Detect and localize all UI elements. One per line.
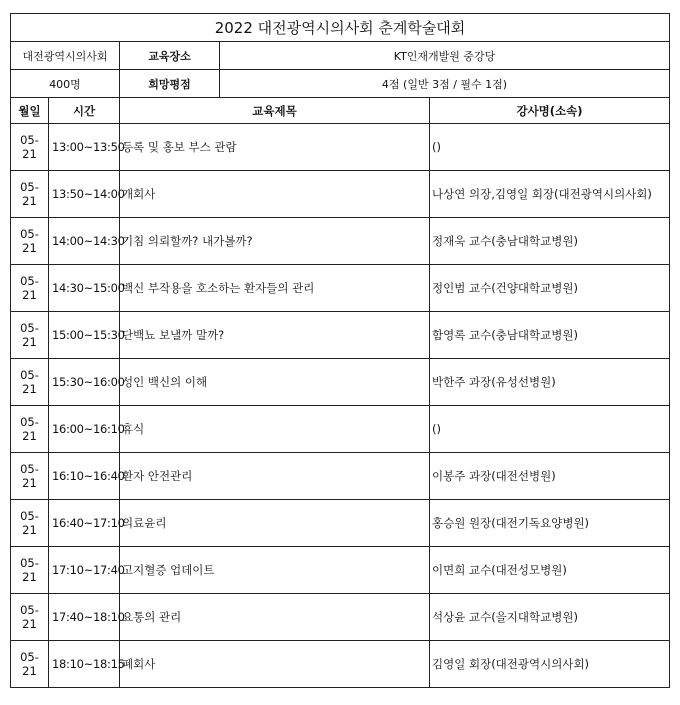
header-date: 월일 xyxy=(11,98,49,124)
session-time: 15:00~15:30 xyxy=(49,312,120,359)
session-topic: 의료윤리 xyxy=(120,500,430,547)
session-date: 05-21 xyxy=(11,453,49,500)
session-speaker: 박한주 과장(유성선병원) xyxy=(430,359,670,406)
session-time: 18:10~18:15 xyxy=(49,641,120,688)
session-time: 13:00~13:50 xyxy=(49,124,120,171)
table-row xyxy=(11,124,670,171)
session-topic: 개회사 xyxy=(120,171,430,218)
capacity-value: 400명 xyxy=(11,70,120,98)
table-row xyxy=(11,453,670,500)
table-row xyxy=(11,641,670,688)
session-time: 14:30~15:00 xyxy=(49,265,120,312)
organizer-value: 대전광역시의사회 xyxy=(11,42,120,70)
info-row-venue xyxy=(11,42,670,70)
table-row xyxy=(11,171,670,218)
session-date: 05-21 xyxy=(11,547,49,594)
venue-label: 교육장소 xyxy=(120,42,220,70)
session-speaker: 이면희 교수(대전성모병원) xyxy=(430,547,670,594)
title-row xyxy=(11,14,670,42)
session-date: 05-21 xyxy=(11,171,49,218)
session-time: 13:50~14:00 xyxy=(49,171,120,218)
venue-value: KT인재개발원 중강당 xyxy=(220,42,670,70)
page-title: 2022 대전광역시의사회 춘계학술대회 xyxy=(11,14,670,42)
header-speaker: 강사명(소속) xyxy=(430,98,670,124)
session-speaker: 홍승원 원장(대전기독요양병원) xyxy=(430,500,670,547)
session-topic: 폐회사 xyxy=(120,641,430,688)
session-time: 16:10~16:40 xyxy=(49,453,120,500)
session-speaker: 정재욱 교수(충남대학교병원) xyxy=(430,218,670,265)
session-speaker: () xyxy=(430,406,670,453)
session-speaker: 이봉주 과장(대전선병원) xyxy=(430,453,670,500)
header-topic: 교육제목 xyxy=(120,98,430,124)
session-date: 05-21 xyxy=(11,359,49,406)
session-time: 17:10~17:40 xyxy=(49,547,120,594)
table-row xyxy=(11,218,670,265)
session-time: 17:40~18:10 xyxy=(49,594,120,641)
table-row xyxy=(11,359,670,406)
session-time: 15:30~16:00 xyxy=(49,359,120,406)
session-topic: 휴식 xyxy=(120,406,430,453)
session-time: 14:00~14:30 xyxy=(49,218,120,265)
session-speaker: () xyxy=(430,124,670,171)
table-header-row xyxy=(11,98,670,124)
session-speaker: 정인범 교수(건양대학교병원) xyxy=(430,265,670,312)
session-date: 05-21 xyxy=(11,312,49,359)
session-time: 16:00~16:10 xyxy=(49,406,120,453)
session-date: 05-21 xyxy=(11,594,49,641)
session-speaker: 석상윤 교수(을지대학교병원) xyxy=(430,594,670,641)
table-row xyxy=(11,594,670,641)
points-value: 4점 (일반 3점 / 필수 1점) xyxy=(220,70,670,98)
session-topic: 등록 및 홍보 부스 관람 xyxy=(120,124,430,171)
session-date: 05-21 xyxy=(11,406,49,453)
schedule-table xyxy=(10,13,670,688)
session-speaker: 함영록 교수(충남대학교병원) xyxy=(430,312,670,359)
session-topic: 고지혈증 업데이트 xyxy=(120,547,430,594)
session-speaker: 나상연 의장,김영일 회장(대전광역시의사회) xyxy=(430,171,670,218)
table-row xyxy=(11,265,670,312)
points-label: 희망평점 xyxy=(120,70,220,98)
session-list xyxy=(11,124,670,688)
session-date: 05-21 xyxy=(11,500,49,547)
session-topic: 기침 의뢰할까? 내가볼까? xyxy=(120,218,430,265)
session-topic: 성인 백신의 이해 xyxy=(120,359,430,406)
table-row xyxy=(11,547,670,594)
session-date: 05-21 xyxy=(11,124,49,171)
header-time: 시간 xyxy=(49,98,120,124)
session-topic: 백신 부작용을 호소하는 환자들의 관리 xyxy=(120,265,430,312)
session-date: 05-21 xyxy=(11,218,49,265)
table-row xyxy=(11,312,670,359)
table-row xyxy=(11,406,670,453)
info-row-points xyxy=(11,70,670,98)
session-topic: 환자 안전관리 xyxy=(120,453,430,500)
session-speaker: 김영일 회장(대전광역시의사회) xyxy=(430,641,670,688)
session-date: 05-21 xyxy=(11,641,49,688)
table-row xyxy=(11,500,670,547)
session-date: 05-21 xyxy=(11,265,49,312)
session-topic: 단백뇨 보낼까 말까? xyxy=(120,312,430,359)
schedule-sheet xyxy=(10,13,669,688)
session-topic: 요통의 관리 xyxy=(120,594,430,641)
session-time: 16:40~17:10 xyxy=(49,500,120,547)
